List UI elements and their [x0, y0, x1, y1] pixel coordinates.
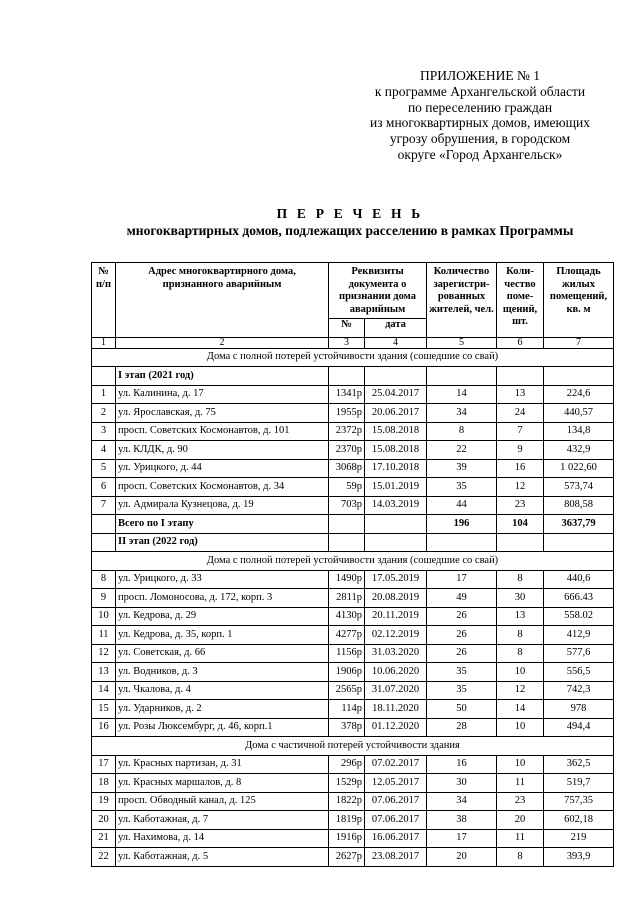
- row-residents: 26: [427, 626, 497, 645]
- row-area: 393,9: [544, 848, 614, 867]
- appendix-line: округе «Город Архангельск»: [397, 146, 563, 162]
- row-doc-date: 25.04.2017: [365, 385, 427, 404]
- houses-table: [91, 262, 614, 867]
- stage-title: I этап (2021 год): [116, 367, 329, 386]
- table-row: [92, 644, 614, 663]
- row-area: 602,18: [544, 811, 614, 830]
- section-title: Дома с полной потерей устойчивости здания (сошедшие со свай): [92, 552, 614, 571]
- row-residents: 16: [427, 755, 497, 774]
- table-row: [92, 681, 614, 700]
- row-doc-number: 59р: [329, 478, 365, 497]
- col-header-doc-date: дата: [365, 319, 427, 338]
- row-rooms: 30: [497, 589, 544, 608]
- row-address: просп. Советских Космонавтов, д. 101: [116, 422, 329, 441]
- row-area: 577,6: [544, 644, 614, 663]
- row-number: 17: [92, 755, 116, 774]
- row-doc-number: 1341р: [329, 385, 365, 404]
- empty-cell: [365, 367, 427, 386]
- row-rooms: 23: [497, 792, 544, 811]
- table-row: [92, 441, 614, 460]
- row-doc-number: 2627р: [329, 848, 365, 867]
- table-row: [92, 496, 614, 515]
- row-rooms: 9: [497, 441, 544, 460]
- row-address: ул. Нахимова, д. 14: [116, 829, 329, 848]
- row-doc-date: 16.06.2017: [365, 829, 427, 848]
- row-doc-date: 17.05.2019: [365, 570, 427, 589]
- row-doc-number: 2372р: [329, 422, 365, 441]
- row-doc-date: 20.11.2019: [365, 607, 427, 626]
- row-rooms: 8: [497, 626, 544, 645]
- row-address: ул. Калинина, д. 17: [116, 385, 329, 404]
- row-doc-number: 2565р: [329, 681, 365, 700]
- row-area: 808,58: [544, 496, 614, 515]
- table-row: [92, 607, 614, 626]
- row-residents: 35: [427, 681, 497, 700]
- row-doc-date: 31.07.2020: [365, 681, 427, 700]
- stage-num-cell: [92, 367, 116, 386]
- empty-cell: [544, 533, 614, 552]
- col-header-rooms: Коли-чество поме-щений, шт.: [497, 263, 544, 338]
- row-number: 21: [92, 829, 116, 848]
- table-row: [92, 774, 614, 793]
- row-rooms: 24: [497, 404, 544, 423]
- row-residents: 50: [427, 700, 497, 719]
- row-residents: 14: [427, 385, 497, 404]
- row-number: 19: [92, 792, 116, 811]
- table-row: [92, 755, 614, 774]
- row-rooms: 12: [497, 681, 544, 700]
- empty-cell: [329, 533, 365, 552]
- row-doc-number: 378р: [329, 718, 365, 737]
- total-label: Всего по I этапу: [116, 515, 329, 534]
- row-doc-date: 20.06.2017: [365, 404, 427, 423]
- row-doc-number: 114р: [329, 700, 365, 719]
- row-residents: 35: [427, 663, 497, 682]
- column-index-cell: 3: [329, 337, 365, 348]
- section-header-row: [92, 552, 614, 571]
- row-rooms: 12: [497, 478, 544, 497]
- row-number: 3: [92, 422, 116, 441]
- row-address: ул. Чкалова, д. 4: [116, 681, 329, 700]
- row-address: просп. Советских Космонавтов, д. 34: [116, 478, 329, 497]
- row-number: 12: [92, 644, 116, 663]
- row-area: 412,9: [544, 626, 614, 645]
- total-area: 3637,79: [544, 515, 614, 534]
- table-row: [92, 663, 614, 682]
- row-number: 8: [92, 570, 116, 589]
- row-residents: 44: [427, 496, 497, 515]
- row-area: 757,35: [544, 792, 614, 811]
- stage-row: [92, 367, 614, 386]
- table-row: [92, 700, 614, 719]
- table-row: [92, 404, 614, 423]
- row-residents: 20: [427, 848, 497, 867]
- row-number: 10: [92, 607, 116, 626]
- table-row: [92, 589, 614, 608]
- row-number: 18: [92, 774, 116, 793]
- stage-row: [92, 533, 614, 552]
- row-area: 362,5: [544, 755, 614, 774]
- row-rooms: 7: [497, 422, 544, 441]
- row-doc-date: 20.08.2019: [365, 589, 427, 608]
- total-row: [92, 515, 614, 534]
- row-residents: 38: [427, 811, 497, 830]
- empty-cell: [329, 515, 365, 534]
- row-doc-number: 1822р: [329, 792, 365, 811]
- empty-cell: [497, 533, 544, 552]
- col-header-requisites: Реквизиты документа о признании дома аварийным: [329, 263, 427, 319]
- row-doc-number: 296р: [329, 755, 365, 774]
- row-area: 219: [544, 829, 614, 848]
- row-doc-date: 10.06.2020: [365, 663, 427, 682]
- row-residents: 8: [427, 422, 497, 441]
- row-residents: 22: [427, 441, 497, 460]
- row-number: 14: [92, 681, 116, 700]
- empty-cell: [544, 367, 614, 386]
- row-number: 9: [92, 589, 116, 608]
- appendix-line: по переселению граждан: [407, 99, 553, 115]
- row-area: 440,6: [544, 570, 614, 589]
- row-address: ул. КЛДК, д. 90: [116, 441, 329, 460]
- row-residents: 49: [427, 589, 497, 608]
- table-row: [92, 811, 614, 830]
- column-index-row: [92, 337, 614, 348]
- row-area: 440,57: [544, 404, 614, 423]
- row-doc-number: 1916р: [329, 829, 365, 848]
- column-index-cell: 1: [92, 337, 116, 348]
- row-residents: 17: [427, 829, 497, 848]
- row-residents: 26: [427, 644, 497, 663]
- row-address: ул. Адмирала Кузнецова, д. 19: [116, 496, 329, 515]
- row-doc-date: 14.03.2019: [365, 496, 427, 515]
- col-header-num: № п/п: [92, 263, 116, 338]
- row-area: 224,6: [544, 385, 614, 404]
- document-title: П Е Р Е Ч Е Н Ь: [276, 206, 424, 221]
- row-area: 573,74: [544, 478, 614, 497]
- appendix-line: угрозу обрушения, в городском: [389, 131, 571, 147]
- table-row: [92, 848, 614, 867]
- row-doc-date: 17.10.2018: [365, 459, 427, 478]
- row-address: ул. Водников, д. 3: [116, 663, 329, 682]
- total-num-cell: [92, 515, 116, 534]
- row-doc-date: 15.08.2018: [365, 441, 427, 460]
- row-area: 494,4: [544, 718, 614, 737]
- column-index-cell: 7: [544, 337, 614, 348]
- row-doc-date: 07.06.2017: [365, 792, 427, 811]
- row-doc-date: 01.12.2020: [365, 718, 427, 737]
- row-doc-date: 07.02.2017: [365, 755, 427, 774]
- col-header-address: Адрес многоквартирного дома, признанного аварийным: [116, 263, 329, 338]
- row-area: 666.43: [544, 589, 614, 608]
- empty-cell: [427, 533, 497, 552]
- row-area: 558.02: [544, 607, 614, 626]
- section-title: Дома с полной потерей устойчивости здания (сошедшие со свай): [92, 348, 614, 367]
- row-residents: 35: [427, 478, 497, 497]
- column-index-cell: 6: [497, 337, 544, 348]
- row-residents: 39: [427, 459, 497, 478]
- row-number: 2: [92, 404, 116, 423]
- row-number: 13: [92, 663, 116, 682]
- appendix-line: к программе Архангельской области: [374, 83, 586, 99]
- row-residents: 34: [427, 792, 497, 811]
- col-header-doc-number: №: [329, 319, 365, 338]
- row-doc-date: 12.05.2017: [365, 774, 427, 793]
- row-doc-date: 15.08.2018: [365, 422, 427, 441]
- row-rooms: 10: [497, 755, 544, 774]
- section-header-row: [92, 348, 614, 367]
- row-rooms: 16: [497, 459, 544, 478]
- row-rooms: 14: [497, 700, 544, 719]
- row-doc-number: 1819р: [329, 811, 365, 830]
- table-row: [92, 459, 614, 478]
- row-number: 20: [92, 811, 116, 830]
- document-subtitle: многоквартирных домов, подлежащих расселению в рамках Программы: [126, 223, 574, 238]
- row-area: 134,8: [544, 422, 614, 441]
- row-doc-number: 2811р: [329, 589, 365, 608]
- section-header-row: [92, 737, 614, 756]
- row-residents: 30: [427, 774, 497, 793]
- table-row: [92, 478, 614, 497]
- row-number: 22: [92, 848, 116, 867]
- row-area: 978: [544, 700, 614, 719]
- row-residents: 28: [427, 718, 497, 737]
- row-doc-number: 703р: [329, 496, 365, 515]
- table-row: [92, 385, 614, 404]
- column-index-cell: 5: [427, 337, 497, 348]
- section-title: Дома с частичной потерей устойчивости здания: [92, 737, 614, 756]
- row-residents: 17: [427, 570, 497, 589]
- row-doc-number: 4277р: [329, 626, 365, 645]
- total-residents: 196: [427, 515, 497, 534]
- row-address: ул. Ударников, д. 2: [116, 700, 329, 719]
- row-doc-date: 31.03.2020: [365, 644, 427, 663]
- row-address: ул. Каботажная, д. 7: [116, 811, 329, 830]
- col-header-residents: Количество зарегистри-рованных жителей, чел.: [427, 263, 497, 338]
- row-address: ул. Советская, д. 66: [116, 644, 329, 663]
- empty-cell: [497, 367, 544, 386]
- table-row: [92, 718, 614, 737]
- row-area: 742,3: [544, 681, 614, 700]
- row-area: 556,5: [544, 663, 614, 682]
- row-doc-number: 1955р: [329, 404, 365, 423]
- row-doc-date: 18.11.2020: [365, 700, 427, 719]
- appendix-line: из многоквартирных домов, имеющих: [369, 115, 590, 131]
- row-number: 1: [92, 385, 116, 404]
- row-address: ул. Кедрова, д. 29: [116, 607, 329, 626]
- row-area: 519,7: [544, 774, 614, 793]
- row-residents: 34: [427, 404, 497, 423]
- row-address: просп. Обводный канал, д. 125: [116, 792, 329, 811]
- empty-cell: [427, 367, 497, 386]
- table-row: [92, 792, 614, 811]
- row-number: 11: [92, 626, 116, 645]
- row-rooms: 13: [497, 385, 544, 404]
- row-doc-number: 3068р: [329, 459, 365, 478]
- column-index-cell: 4: [365, 337, 427, 348]
- row-address: ул. Каботажная, д. 5: [116, 848, 329, 867]
- total-rooms: 104: [497, 515, 544, 534]
- table-row: [92, 626, 614, 645]
- row-address: ул. Красных маршалов, д. 8: [116, 774, 329, 793]
- row-doc-number: 1529р: [329, 774, 365, 793]
- row-address: ул. Урицкого, д. 33: [116, 570, 329, 589]
- row-rooms: 10: [497, 718, 544, 737]
- row-doc-date: 02.12.2019: [365, 626, 427, 645]
- stage-title: II этап (2022 год): [116, 533, 329, 552]
- row-doc-number: 1490р: [329, 570, 365, 589]
- row-rooms: 23: [497, 496, 544, 515]
- row-address: ул. Урицкого, д. 44: [116, 459, 329, 478]
- empty-cell: [329, 367, 365, 386]
- row-address: ул. Красных партизан, д. 31: [116, 755, 329, 774]
- row-doc-number: 1156р: [329, 644, 365, 663]
- row-rooms: 11: [497, 829, 544, 848]
- row-doc-number: 2370р: [329, 441, 365, 460]
- column-index-cell: 2: [116, 337, 329, 348]
- row-doc-date: 07.06.2017: [365, 811, 427, 830]
- row-number: 6: [92, 478, 116, 497]
- row-rooms: 20: [497, 811, 544, 830]
- row-number: 15: [92, 700, 116, 719]
- row-area: 432,9: [544, 441, 614, 460]
- row-number: 4: [92, 441, 116, 460]
- row-address: ул. Розы Люксембург, д. 46, корп.1: [116, 718, 329, 737]
- appendix-line: ПРИЛОЖЕНИЕ № 1: [419, 68, 541, 83]
- row-doc-date: 15.01.2019: [365, 478, 427, 497]
- header-row: [92, 263, 614, 319]
- row-rooms: 8: [497, 644, 544, 663]
- table-row: [92, 829, 614, 848]
- row-number: 7: [92, 496, 116, 515]
- row-residents: 26: [427, 607, 497, 626]
- row-rooms: 8: [497, 570, 544, 589]
- empty-cell: [365, 533, 427, 552]
- row-rooms: 8: [497, 848, 544, 867]
- row-number: 16: [92, 718, 116, 737]
- appendix-block: [330, 68, 630, 163]
- row-rooms: 13: [497, 607, 544, 626]
- empty-cell: [365, 515, 427, 534]
- row-rooms: 11: [497, 774, 544, 793]
- row-address: ул. Ярославская, д. 75: [116, 404, 329, 423]
- stage-num-cell: [92, 533, 116, 552]
- row-doc-number: 4130р: [329, 607, 365, 626]
- table-row: [92, 570, 614, 589]
- row-address: просп. Ломоносова, д. 172, корп. 3: [116, 589, 329, 608]
- row-doc-number: 1906р: [329, 663, 365, 682]
- row-doc-date: 23.08.2017: [365, 848, 427, 867]
- row-number: 5: [92, 459, 116, 478]
- col-header-area: Площадь жилых помещений, кв. м: [544, 263, 614, 338]
- row-area: 1 022,60: [544, 459, 614, 478]
- table-row: [92, 422, 614, 441]
- row-address: ул. Кедрова, д. 35, корп. 1: [116, 626, 329, 645]
- row-rooms: 10: [497, 663, 544, 682]
